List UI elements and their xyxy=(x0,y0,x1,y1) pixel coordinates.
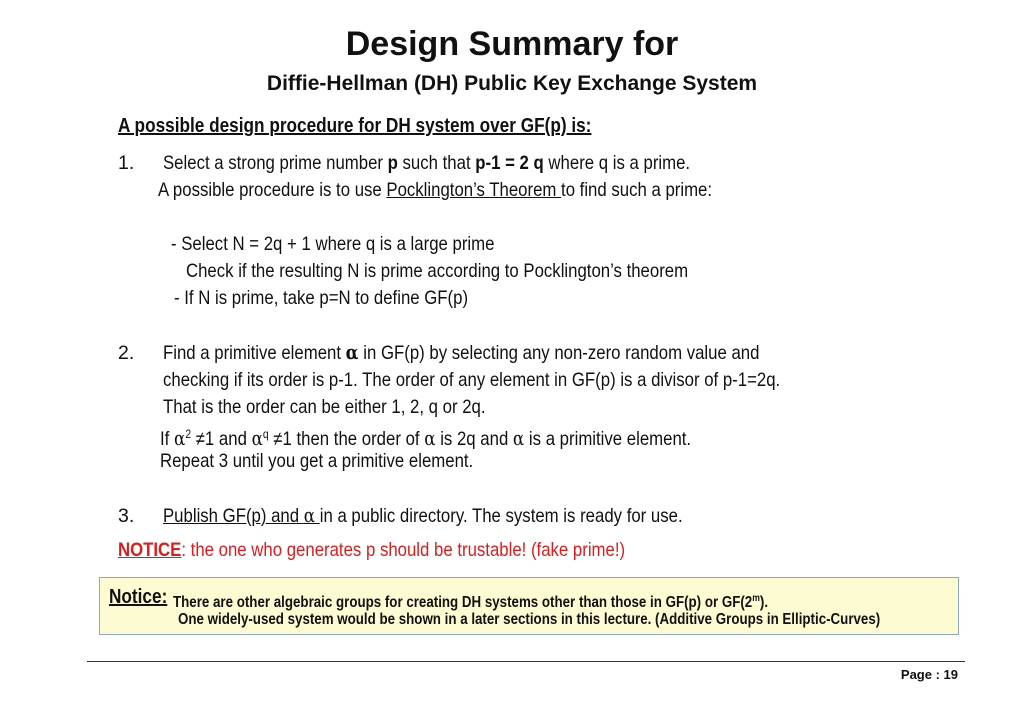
page-title: Design Summary for xyxy=(345,25,679,63)
section-heading: A possible design procedure for DH system over GF(p) is: xyxy=(118,115,592,137)
step1-sub1: - Select N = 2q + 1 where q is a large prime xyxy=(171,233,495,255)
page-subtitle: Diffie-Hellman (DH) Public Key Exchange System xyxy=(266,72,758,95)
alpha-symbol: α xyxy=(345,341,359,364)
step2-line5: Repeat 3 until you get a primitive element. xyxy=(160,450,474,472)
step1-sub2: Check if the resulting N is prime according to Pocklington’s theorem xyxy=(186,260,689,282)
step3-line: Publish GF(p) and α in a public directory. The system is ready for use. xyxy=(163,504,683,527)
page-number: Page : 19 xyxy=(900,667,958,682)
step-number: 3. xyxy=(118,505,135,527)
step2-line4: If $\alpha^2 \ne 1$ and $\alpha^q \ne 1$ then the order of α is 2q and α is a primitive element. xyxy=(160,427,692,450)
pocklington-link-text: Pocklington’s Theorem xyxy=(386,179,562,201)
step2-line2: checking if its order is p-1. The order of any element in GF(p) is a divisor of p-1=2q. xyxy=(163,369,781,391)
step1-line2: A possible procedure is to use Pocklington’s Theorem to find such a prime: xyxy=(158,179,713,201)
step2-line1: Find a primitive element α in GF(p) by selecting any non-zero random value and xyxy=(163,341,760,364)
notice-box-line2: One widely-used system would be shown in a later sections in this lecture. (Additive Groups in Elliptic-Curves) xyxy=(178,611,881,628)
red-notice-label: NOTICE xyxy=(118,539,182,561)
step2-line3: That is the order can be either 1, 2, q or 2q. xyxy=(163,396,486,418)
step-number: 2. xyxy=(118,342,135,364)
red-notice: NOTICE: the one who generates p should be trustable! (fake prime!) xyxy=(118,539,626,561)
step1-sub3: - If N is prime, take p=N to define GF(p) xyxy=(174,287,469,309)
step-number: 1. xyxy=(118,152,135,174)
notice-box-line1: There are other algebraic groups for creating DH systems other than those in GF(p) or GF(2$^m$). xyxy=(173,593,769,611)
footer-divider xyxy=(87,661,965,662)
step1-line1: Select a strong prime number p such that p-1 = 2 q where q is a prime. xyxy=(163,152,691,174)
notice-box xyxy=(99,577,959,635)
notice-box-label: Notice: xyxy=(109,586,168,608)
